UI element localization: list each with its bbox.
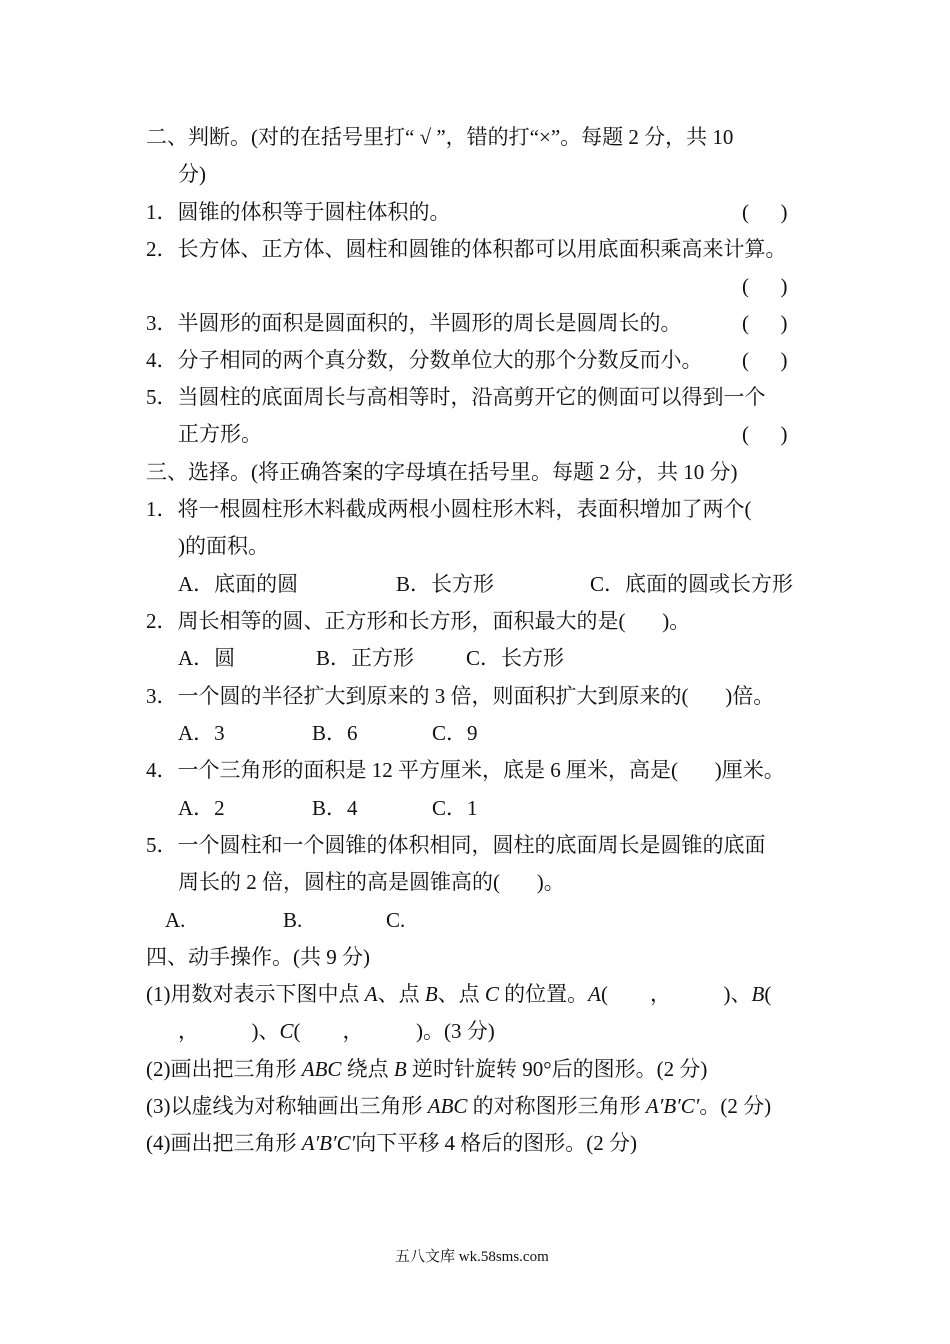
- judge-q1: 1．圆锥的体积等于圆柱体积的。: [146, 200, 451, 224]
- point-b-label: B: [424, 982, 438, 1006]
- task-1-cont: [178, 1018, 495, 1044]
- task-2-text: (2)画出把三角形: [146, 1057, 302, 1081]
- option-b[interactable]: B．4: [312, 796, 358, 820]
- choice-q1: 1．将一根圆柱形木料截成两根小圆柱形木料，表面积增加了两个(: [146, 497, 752, 521]
- task-1: [146, 981, 771, 1007]
- choice-q5-cont: 周长的 2 倍，圆柱的高是圆锥高的( )。: [178, 870, 565, 894]
- task-1-text: (1)用数对表示下图中点: [146, 982, 365, 1006]
- option-a[interactable]: A．底面的圆: [178, 572, 299, 596]
- task-2-text: 逆时针旋转 90°后的图形。(2 分): [406, 1057, 708, 1081]
- task-3: [146, 1093, 771, 1119]
- point-c-label: C: [484, 982, 499, 1006]
- judge-q4: 4．分子相同的两个真分数，分数单位大的那个分数反而小。: [146, 348, 703, 372]
- section-3-header: 三、选择。(将正确答案的字母填在括号里。每题 2 分，共 10 分): [146, 460, 738, 484]
- answer-paren[interactable]: ( ): [742, 422, 788, 446]
- judge-q2: 2．长方体、正方体、圆柱和圆锥的体积都可以用底面积乘高来计算。: [146, 237, 787, 261]
- option-c[interactable]: C．底面的圆或长方形: [590, 572, 794, 596]
- option-b[interactable]: B．6: [312, 721, 358, 745]
- task-2: [146, 1056, 707, 1082]
- point-b-blank[interactable]: (: [764, 982, 772, 1006]
- option-c[interactable]: C．1: [432, 796, 478, 820]
- choice-q1-cont: )的面积。: [178, 534, 269, 558]
- task-2-text: 绕点: [341, 1057, 394, 1081]
- choice-q4: 4．一个三角形的面积是 12 平方厘米，底是 6 厘米，高是( )厘米。: [146, 758, 785, 782]
- point-b-label: B: [751, 982, 765, 1006]
- choice-q3: 3．一个圆的半径扩大到原来的 3 倍，则面积扩大到原来的( )倍。: [146, 684, 775, 708]
- point-b-blank[interactable]: ， )、: [178, 1019, 280, 1043]
- task-4: [146, 1130, 637, 1156]
- point-c-label: C: [279, 1019, 294, 1043]
- option-a[interactable]: A.: [165, 908, 186, 932]
- point-a-label: A: [364, 982, 378, 1006]
- point-c-blank[interactable]: ( ， )。(3 分): [293, 1019, 495, 1043]
- section-2-header: 二、判断。(对的在括号里打“ √ ”，错的打“×”。每题 2 分，共 10: [146, 125, 734, 149]
- answer-paren[interactable]: ( ): [742, 311, 788, 335]
- option-a[interactable]: A．3: [178, 721, 225, 745]
- triangle-abc-prime-label: A′B′C′: [645, 1094, 700, 1118]
- triangle-abc-label: ABC: [427, 1094, 468, 1118]
- choice-q2: 2．周长相等的圆、正方形和长方形，面积最大的是( )。: [146, 609, 691, 633]
- task-3-text: 。(2 分): [699, 1094, 772, 1118]
- point-a-label: A: [588, 982, 601, 1006]
- option-c[interactable]: C.: [386, 908, 406, 932]
- section-4-header: 四、动手操作。(共 9 分): [146, 945, 370, 969]
- point-a-blank[interactable]: ( ， )、: [601, 982, 752, 1006]
- answer-paren[interactable]: ( ): [742, 348, 788, 372]
- option-c[interactable]: C．9: [432, 721, 478, 745]
- judge-q5-cont: 正方形。: [178, 422, 262, 446]
- section-2-header-cont: 分): [178, 162, 206, 186]
- answer-paren[interactable]: ( ): [742, 274, 788, 298]
- task-4-text: (4)画出把三角形: [146, 1131, 302, 1155]
- triangle-abc-prime-label: A′B′C′: [301, 1131, 356, 1155]
- task-3-text: (3)以虚线为对称轴画出三角形: [146, 1094, 428, 1118]
- task-1-text: 的位置。: [498, 982, 589, 1006]
- separator: 、点: [377, 982, 425, 1006]
- option-a[interactable]: A．2: [178, 796, 225, 820]
- option-b[interactable]: B．长方形: [396, 572, 495, 596]
- option-b[interactable]: B.: [283, 908, 303, 932]
- judge-q5: 5．当圆柱的底面周长与高相等时，沿高剪开它的侧面可以得到一个: [146, 385, 766, 409]
- option-c[interactable]: C．长方形: [466, 646, 565, 670]
- option-a[interactable]: A．圆: [178, 646, 236, 670]
- footer-watermark: 五八文库 wk.58sms.com: [395, 1249, 549, 1265]
- task-4-text: 向下平移 4 格后的图形。(2 分): [355, 1131, 637, 1155]
- task-3-text: 的对称图形三角形: [467, 1094, 646, 1118]
- triangle-abc-label: ABC: [301, 1057, 342, 1081]
- separator: 、点: [437, 982, 485, 1006]
- judge-q3: 3．半圆形的面积是圆面积的，半圆形的周长是圆周长的。: [146, 311, 682, 335]
- choice-q5: 5．一个圆柱和一个圆锥的体积相同，圆柱的底面周长是圆锥的底面: [146, 833, 766, 857]
- answer-paren[interactable]: ( ): [742, 200, 788, 224]
- point-b-label: B: [393, 1057, 407, 1081]
- option-b[interactable]: B．正方形: [316, 646, 415, 670]
